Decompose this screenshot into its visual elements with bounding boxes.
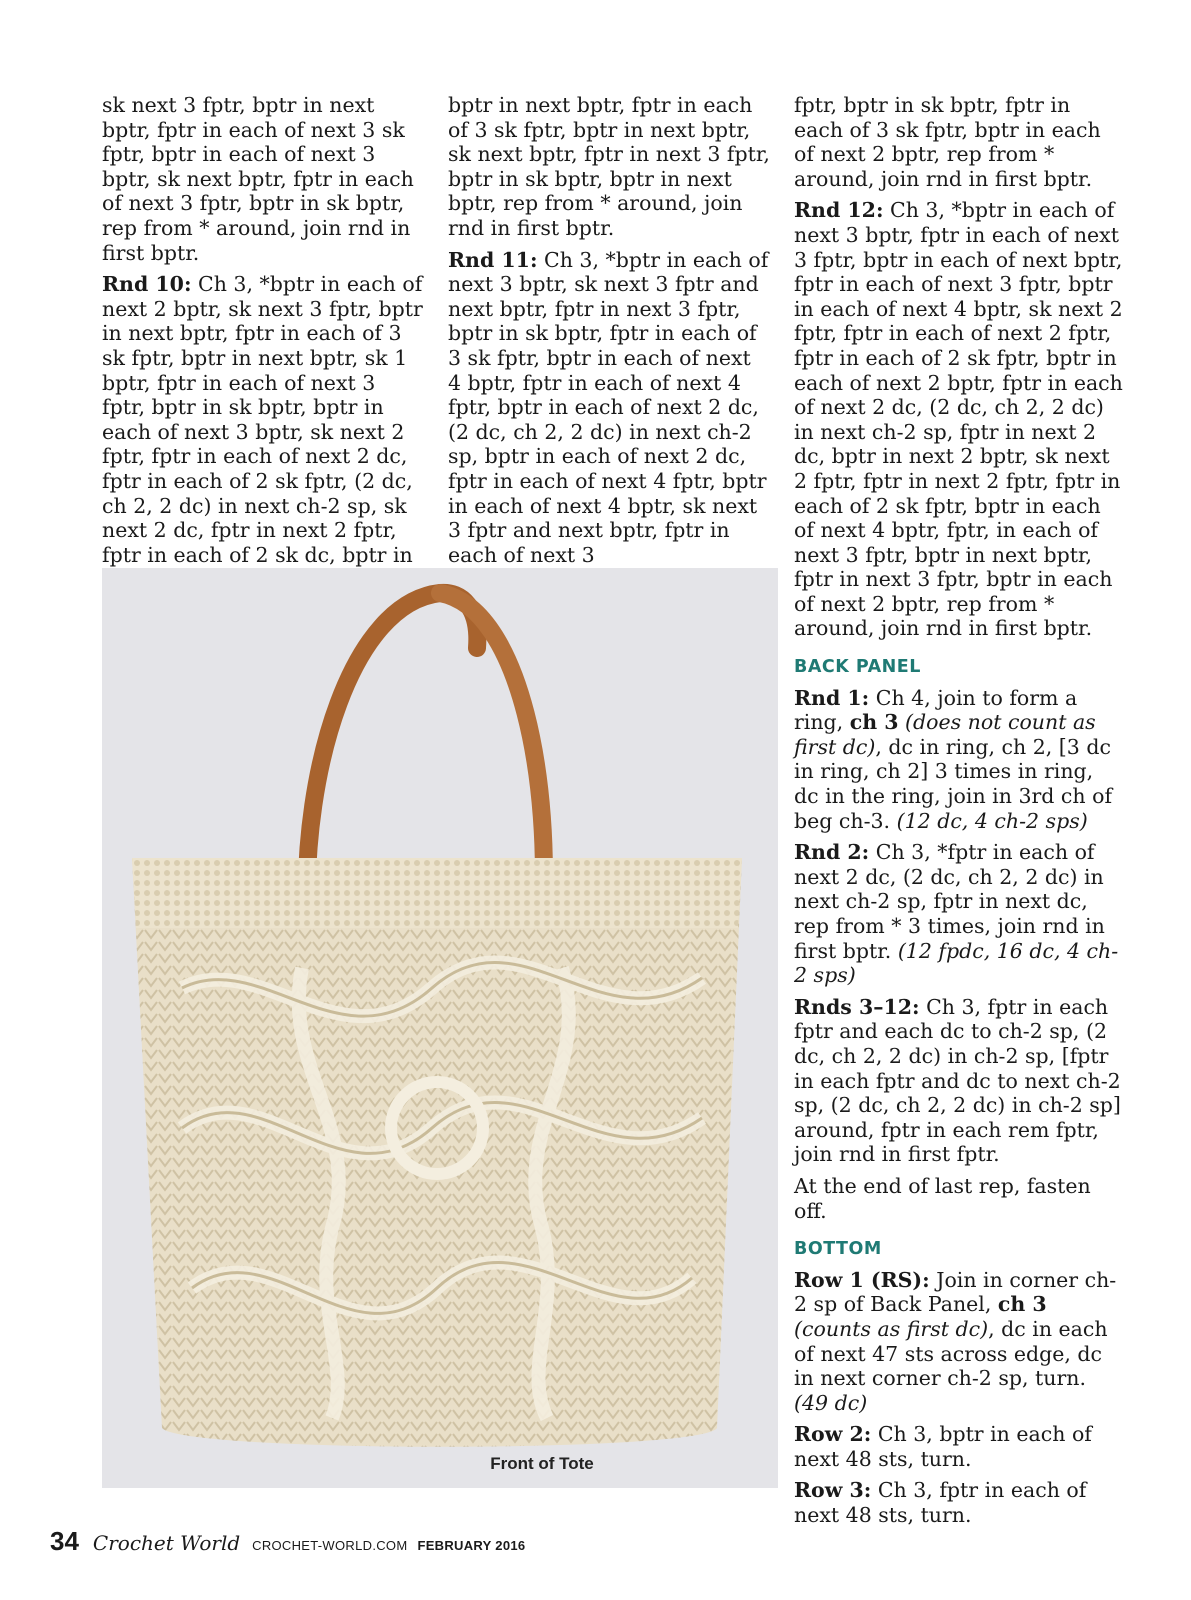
paragraph-bottom-row-3 [794, 1478, 1124, 1527]
bold-text: ch 3 [997, 1292, 1047, 1317]
round-text: Ch 3, *bptr in each of next 3 bptr, fptr in each of next 3 fptr, bptr in each of next bptr, fptr in each of next 3 fptr, bptr in each of next 4 bptr, sk next 2 fptr, fptr in each of next 2 fptr, fptr in each of 2 sk fptr, bptr in each of next 2 bptr, fptr in each of next 2 dc, (2 dc, ch 2, 2 dc) in next ch-2 sp, fptr in next 2 dc, bptr in next 2 bptr, sk next 2 fptr, fptr in next 2 fptr, fptr in each of 2 sk fptr, bptr in each of next 4 bptr, fptr, in each of next 3 fptr, bptr in next bptr, fptr in next 3 fptr, bptr in each of next 2 bptr, rep from * around, join rnd in first bptr. [794, 198, 1123, 641]
paragraph-rnd-11 [448, 248, 770, 568]
paragraph: fptr, bptr in sk bptr, fptr in each of 3 sk fptr, bptr in each of next 2 bptr, rep from * around, join rnd in first bptr. [794, 93, 1101, 191]
round-label: Rnd 11: [448, 247, 538, 272]
stitch-count: (49 dc) [794, 1390, 868, 1415]
round-label: Rnd 10: [102, 272, 192, 297]
row-text: Join in corner ch-2 sp of Back Panel, [794, 1267, 1117, 1317]
tote-body [132, 858, 742, 1447]
section-heading-back-panel: BACK PANEL [794, 657, 921, 678]
round-text: Ch 3, *bptr in each of next 3 bptr, sk next 3 fptr and next bptr, fptr in next 3 fptr, bptr in sk bptr, fptr in each of 3 sk fptr, bptr in each of next 4 bptr, fptr in each of next 4 fptr, bptr in each of next 2 dc, (2 dc, ch 2, 2 dc) in next ch-2 sp, bptr in each of next 2 dc, fptr in each of next 4 fptr, bptr in each of next 4 bptr, sk next 3 fptr and next bptr, fptr in each of next 3 [448, 247, 769, 567]
paragraph: bptr in next bptr, fptr in each of 3 sk fptr, bptr in next bptr, sk next bptr, fptr in next 3 fptr, bptr in sk bptr, bptr in next bptr, rep from * around, join rnd in first bptr. [448, 93, 770, 240]
issue-date: FEBRUARY 2016 [417, 1538, 526, 1553]
round-text: Ch 4, join to form a ring, [794, 685, 1078, 735]
text-column-2 [448, 93, 770, 574]
row-text: Ch 3, bptr in each of next 48 sts, turn. [794, 1422, 1092, 1471]
stitch-count: (12 fpdc, 16 dc, 4 ch-2 sps) [794, 938, 1119, 988]
round-label: Rnds 3–12: [794, 994, 920, 1019]
paragraph-back-rnd-2 [794, 840, 1124, 988]
paragraph-bottom-row-2 [794, 1422, 1124, 1471]
photo-caption: Front of Tote [490, 1454, 594, 1473]
row-label: Row 3: [794, 1478, 872, 1503]
website: CROCHET-WORLD.COM [252, 1538, 408, 1553]
row-text: Ch 3, fptr in each of next 48 sts, turn. [794, 1478, 1087, 1528]
stitch-count: (12 dc, 4 ch-2 sps) [896, 808, 1088, 833]
round-text: Ch 3, fptr in each fptr and each dc to ch-2 sp, (2 dc, ch 2, 2 dc) in ch-2 sp, [fptr in each fptr and dc to next ch-2 sp, (2 dc, ch 2, 2 dc) in ch-2 sp] around, fptr in each rem fptr, join rnd in first fptr. [794, 994, 1121, 1167]
row-text: , dc in each of next 47 sts across edge, dc in next corner ch-2 sp, turn. [794, 1316, 1108, 1391]
round-label: Rnd 2: [794, 840, 870, 865]
paragraph-back-rnds-3-12 [794, 995, 1124, 1167]
round-text: Ch 3, *fptr in each of next 2 dc, (2 dc, ch 2, 2 dc) in next ch-2 sp, fptr in next dc, rep from * 3 times, join rnd in first bptr. [794, 840, 1105, 963]
tote-illustration [102, 568, 778, 1488]
section-heading-bottom: BOTTOM [794, 1239, 882, 1260]
text-column-3 [794, 93, 1124, 1535]
row-label: Row 2: [794, 1422, 872, 1447]
bold-text: ch 3 [849, 710, 899, 735]
paragraph: sk next 3 fptr, bptr in next bptr, fptr in each of next 3 sk fptr, bptr in each of next 3 bptr, sk next bptr, fptr in each of next 3 fptr, bptr in sk bptr, rep from * around, join rnd in first bptr. [102, 93, 414, 265]
magazine-title: Crochet World [92, 1531, 241, 1555]
page-number: 34 [50, 1526, 79, 1556]
tote-photo [102, 568, 778, 1488]
round-label: Rnd 1: [794, 685, 870, 710]
round-text: Ch 3, *bptr in each of next 2 bptr, sk next 3 fptr, bptr in next bptr, fptr in each of 3 sk fptr, bptr in next bptr, sk 1 bptr, fptr in each of next 3 fptr, bptr in sk bptr, bptr in each of next 3 bptr, sk next 2 fptr, fptr in each of next 2 dc, fptr in each of 2 sk fptr, (2 dc, ch 2, 2 dc) in next ch-2 sp, sk next 2 dc, fptr in next 2 fptr, fptr in each of 2 sk dc, bptr in [102, 272, 423, 567]
page-footer [50, 1526, 525, 1566]
paragraph-bottom-row-1 [794, 1268, 1124, 1416]
text-column-1 [102, 93, 424, 599]
round-text: , dc in ring, ch 2, [3 dc in ring, ch 2] 3 times in ring, dc in the ring, join in 3rd ch of beg ch-3. [794, 734, 1113, 833]
round-label: Rnd 12: [794, 198, 884, 223]
paragraph-rnd-10 [102, 272, 424, 592]
paragraph-back-end: At the end of last rep, fasten off. [794, 1173, 1091, 1223]
paragraph-rnd-12 [794, 198, 1124, 641]
row-label: Row 1 (RS): [794, 1267, 930, 1292]
italic-note: (does not count as first dc) [794, 710, 1096, 759]
italic-note: (counts as first dc) [794, 1316, 989, 1341]
paragraph-back-rnd-1 [794, 686, 1124, 834]
